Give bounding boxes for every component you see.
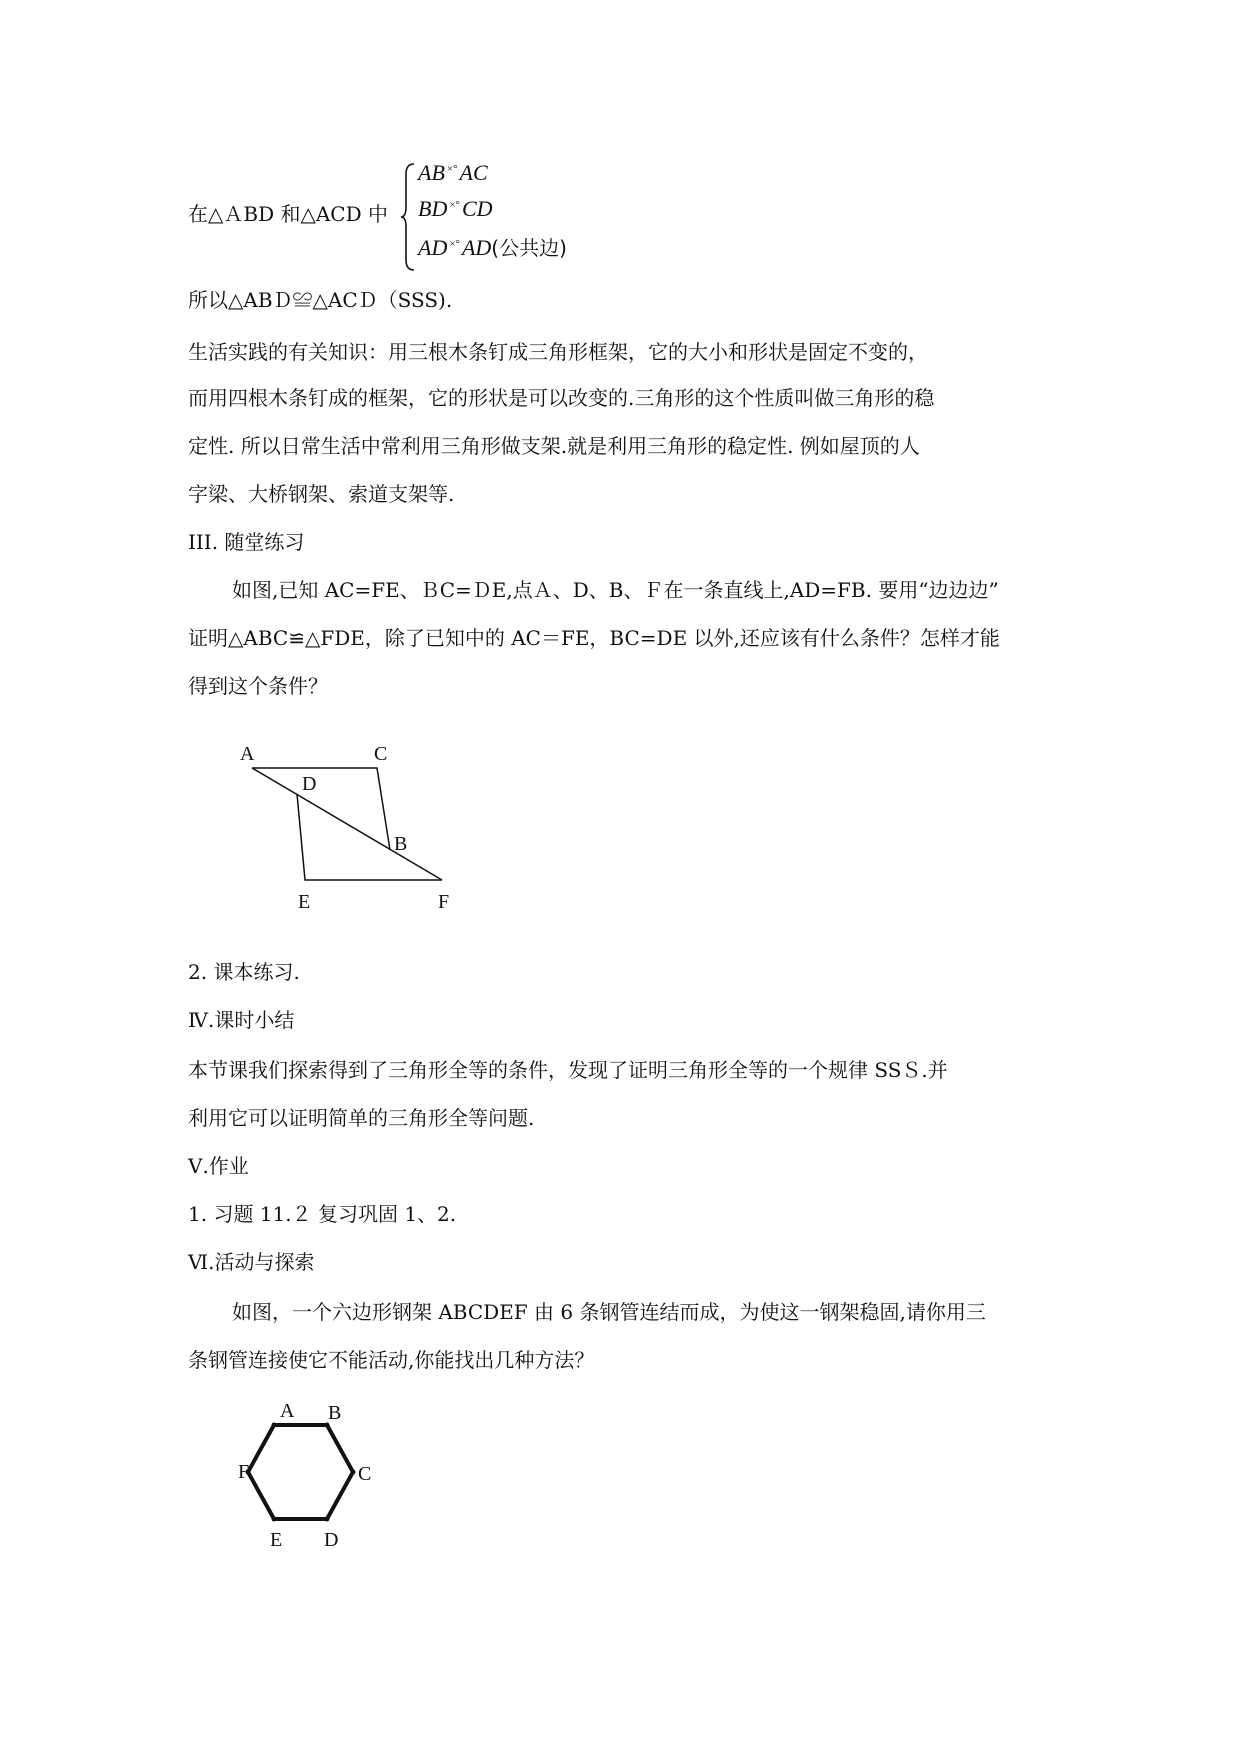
figure-triangles bbox=[240, 740, 470, 915]
exercise-line-1: 如图,已知 AC=FE、ＢC=ＤE,点Ａ、D、B、Ｆ在一条直线上,AD=FB. 要用“边边边” bbox=[232, 578, 999, 602]
row1-left: AB bbox=[418, 160, 445, 185]
exercise-line-3: 得到这个条件？ bbox=[188, 674, 328, 698]
left-brace bbox=[400, 162, 416, 272]
summary-line-1: 本节课我们探索得到了三角形全等的条件，发现了证明三角形全等的一个规律 SSＳ.并 bbox=[188, 1058, 948, 1082]
activity-line-2: 条钢管连接使它不能活动,你能找出几种方法？ bbox=[188, 1348, 595, 1372]
section-heading-classroom-practice: III. 随堂练习 bbox=[188, 530, 305, 554]
fig1-label-e: E bbox=[298, 891, 311, 913]
conclusion-line: 所以△ABＤ≌△ACＤ（SSS). bbox=[188, 288, 453, 312]
system-row-1 bbox=[418, 160, 488, 186]
fig2-label-c: C bbox=[358, 1463, 372, 1485]
row3-left: AD bbox=[418, 235, 448, 260]
practice-knowledge-line-3: 定性. 所以日常生活中常利用三角形做支架.就是利用三角形的稳定性. 例如屋顶的人 bbox=[188, 434, 920, 458]
fig2-label-a: A bbox=[280, 1400, 295, 1422]
row3-mark: ×° bbox=[449, 238, 460, 250]
row2-left: BD bbox=[418, 196, 448, 221]
fig2-label-b: B bbox=[328, 1402, 342, 1424]
system-row-3 bbox=[418, 232, 567, 261]
homework-line: 1. 习题 11.２ 复习巩固 1、2. bbox=[188, 1202, 457, 1226]
row2-right: CD bbox=[461, 196, 493, 221]
fig1-label-a: A bbox=[240, 743, 255, 765]
row1-mark: ×° bbox=[446, 163, 458, 175]
summary-line-2: 利用它可以证明简单的三角形全等问题. bbox=[188, 1106, 535, 1130]
textbook-practice-line: 2. 课本练习. bbox=[188, 960, 300, 984]
figure-hexagon bbox=[240, 1400, 410, 1570]
fig2-label-f: F bbox=[238, 1461, 250, 1483]
row2-mark: ×° bbox=[449, 199, 460, 211]
practice-knowledge-line-2: 而用四根木条钉成的框架，它的形状是可以改变的.三角形的这个性质叫做三角形的稳 bbox=[188, 386, 935, 410]
practice-knowledge-line-1: 生活实践的有关知识：用三根木条钉成三角形框架，它的大小和形状是固定不变的， bbox=[188, 340, 928, 364]
row3-note: (公共边) bbox=[491, 236, 567, 260]
fig2-label-e: E bbox=[270, 1529, 283, 1551]
section-heading-homework: Ⅴ.作业 bbox=[188, 1154, 249, 1178]
fig1-label-c: C bbox=[374, 743, 388, 765]
fig1-label-b: B bbox=[394, 833, 408, 855]
fig2-label-d: D bbox=[324, 1529, 339, 1551]
system-lead: 在△ＡBD 和△ACD 中 bbox=[188, 202, 388, 226]
section-heading-activity: Ⅵ.活动与探索 bbox=[188, 1250, 315, 1274]
congruence-system bbox=[188, 158, 788, 270]
fig1-label-f: F bbox=[438, 891, 450, 913]
row1-right: AC bbox=[459, 160, 488, 185]
system-row-2 bbox=[418, 196, 493, 222]
section-heading-summary: Ⅳ.课时小结 bbox=[188, 1008, 295, 1032]
practice-knowledge-line-4: 字梁、大桥钢架、索道支架等. bbox=[188, 482, 455, 506]
row3-right: AD bbox=[461, 235, 492, 260]
activity-line-1: 如图，一个六边形钢架 ABCDEF 由 6 条钢管连结而成，为使这一钢架稳固,请你用三 bbox=[232, 1300, 986, 1324]
exercise-line-2: 证明△ABC≌△FDE，除了已知中的 AC＝FE，BC=DE 以外,还应该有什么条件？怎样才能 bbox=[188, 626, 1000, 650]
fig1-label-d: D bbox=[302, 773, 317, 795]
